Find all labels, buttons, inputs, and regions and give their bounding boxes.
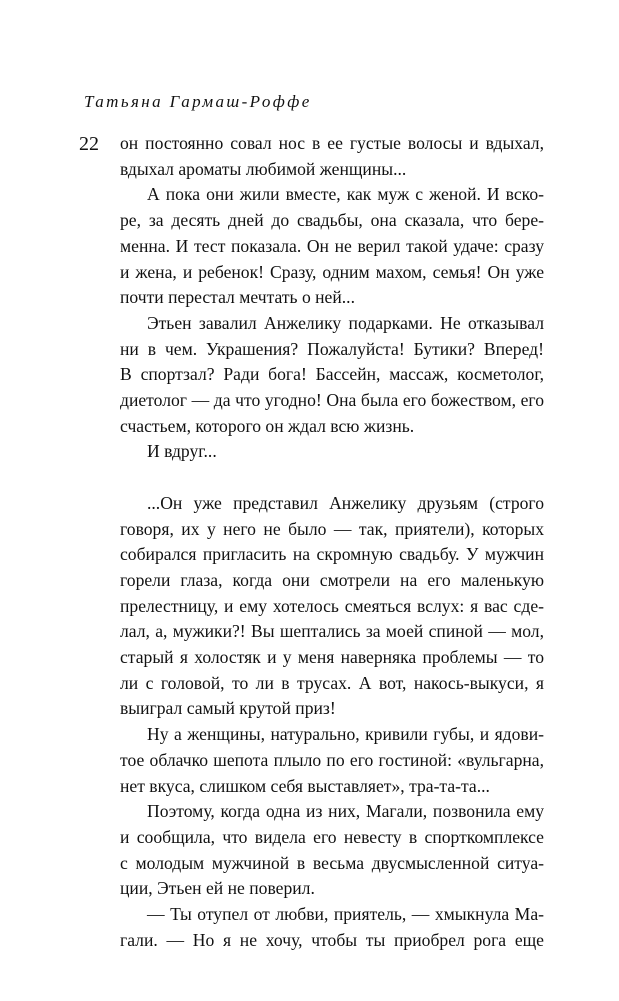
running-head: Татьяна Гармаш-Роффе xyxy=(84,92,312,111)
text-line: и жена, и ребенок! Сразу, одним махом, семья! Он уже xyxy=(120,261,544,282)
text-line: Поэтому, когда одна из них, Магали, позвонила ему xyxy=(147,801,544,822)
text-line: ции, Этьен ей не поверил. xyxy=(120,878,315,899)
text-line: собирался пригласить на скромную свадьбу. У мужчин xyxy=(120,544,544,565)
text-line: ни в чем. Украшения? Пожалуйста! Бутики? Вперед! xyxy=(120,338,544,359)
text-line: ...Он уже представил Анжелику друзьям (строго xyxy=(147,492,544,513)
text-line: горели глаза, когда они смотрели на его маленькую xyxy=(120,569,544,590)
text-line: нет вкуса, слишком себя выставляет», тра-та-та... xyxy=(120,775,490,796)
text-line: прелестницу, и ему хотелось смеяться вслух: я вас сде- xyxy=(120,595,544,616)
text-line: И вдруг... xyxy=(147,441,217,462)
text-line: почти перестал мечтать о ней... xyxy=(120,287,355,308)
text-line: счастьем, которого он ждал всю жизнь. xyxy=(120,415,415,436)
text-line: В спортзал? Ради бога! Бассейн, массаж, косметолог, xyxy=(120,364,544,385)
text-line: диетолог — да что угодно! Она была его божеством, его xyxy=(120,390,544,411)
body-text xyxy=(120,131,544,953)
text-line: ре, за десять дней до свадьбы, она сказала, что бере- xyxy=(120,210,544,231)
text-line: старый я холостяк и у меня наверняка проблемы — то xyxy=(120,647,544,668)
text-line: гали. — Но я не хочу, чтобы ты приобрел рога еще xyxy=(120,929,544,950)
text-line: менна. И тест показала. Он не верил такой удаче: сразу xyxy=(120,235,544,256)
text-line: А пока они жили вместе, как муж с женой. И вско- xyxy=(147,184,544,205)
text-line: Этьен завалил Анжелику подарками. Не отказывал xyxy=(147,312,544,333)
text-line: с молодым мужчиной в весьма двусмысленной ситуа- xyxy=(120,852,544,873)
text-line: выиграл самый крутой приз! xyxy=(120,698,336,719)
text-line: он постоянно совал нос в ее густые волосы и вдыхал, xyxy=(120,133,544,153)
text-line: тое облачко шепота плыло по его гостиной: «вульгарна, xyxy=(120,749,544,770)
text-line: говоря, их у него не было — так, приятели), которых xyxy=(120,518,544,539)
section-break xyxy=(120,465,544,491)
text-line: лал, а, мужики?! Вы шептались за моей спиной — мол, xyxy=(120,621,544,642)
page-number: 22 xyxy=(79,133,99,155)
text-line: — Ты отупел от любви, приятель, — хмыкнула Ма- xyxy=(147,904,544,925)
text-line: и сообщила, что видела его невесту в спорткомплексе xyxy=(120,826,544,847)
text-line: вдыхал ароматы любимой женщины... xyxy=(120,158,407,179)
text-line: Ну а женщины, натурально, кривили губы, и ядови- xyxy=(147,724,544,745)
text-line: ли с головой, то ли в трусах. А вот, накось-выкуси, я xyxy=(120,672,544,693)
